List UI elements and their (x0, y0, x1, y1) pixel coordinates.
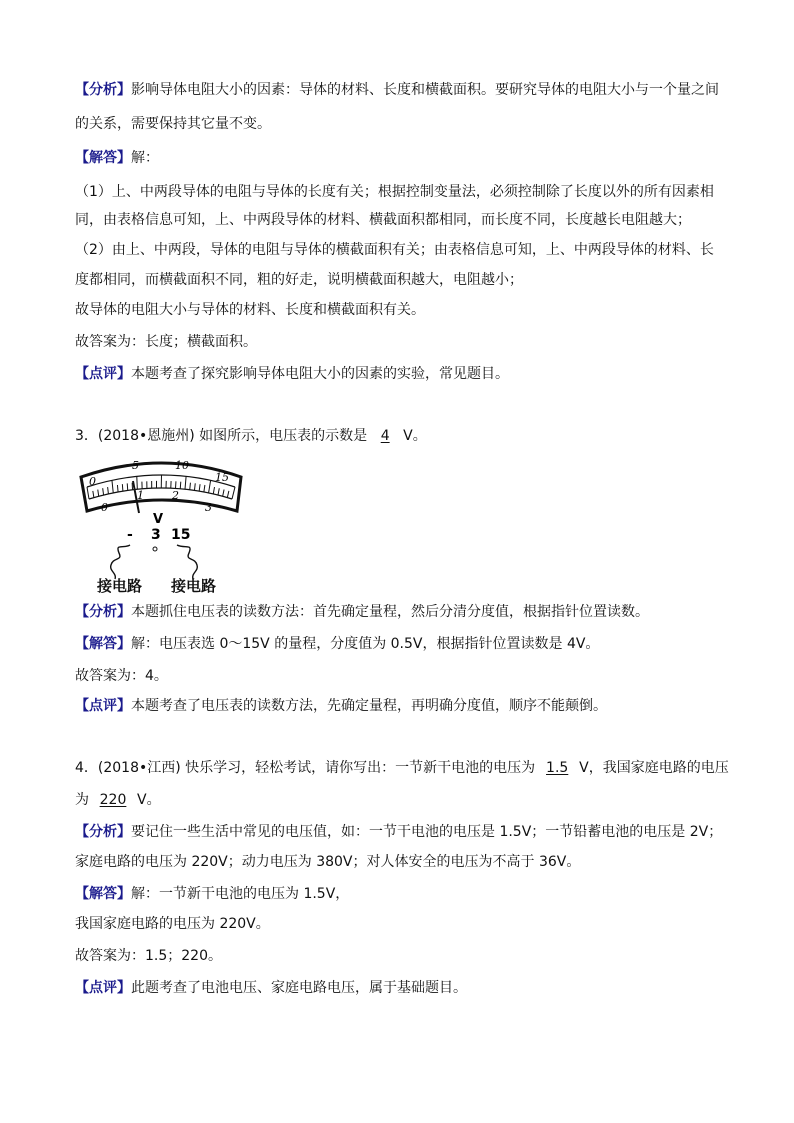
scale-tick (199, 484, 200, 491)
q2-final-answer: 故答案为：长度；横截面积。 (75, 334, 257, 350)
q4-final-answer: 故答案为：1.5；220。 (75, 948, 222, 964)
voltmeter-figure (77, 453, 247, 603)
analysis-text: 本题抓住电压表的读数方法：首先确定量程，然后分清分度值，根据指针位置读数。 (131, 604, 649, 620)
answer-tag: 【解答】 (75, 150, 131, 166)
q2-point2-line2: 度都相同，而横截面积不同，粗的好走，说明横截面积越大，电阻越小； (75, 272, 523, 288)
q4-stem-line1 (75, 758, 729, 778)
comment-tag: 【点评】 (75, 980, 131, 996)
q4-answer-blank-1: 1.5 (546, 760, 569, 776)
connect-circuit-label-right: 接电路 (171, 577, 217, 595)
q3-answer (75, 634, 725, 654)
bottom-scale-0: 0 (101, 501, 108, 514)
q2-point1-line2: 同，由表格信息可知，上、中两段导体的材料、横截面积都相同，而长度不同，长度越长电阻越大； (75, 212, 691, 228)
q2-analysis-line2: 的关系，需要保持其它量不变。 (75, 116, 271, 132)
q4-stem-line2 (75, 790, 725, 810)
answer-tag: 【解答】 (75, 886, 131, 902)
q2-analysis-line1 (75, 80, 725, 100)
answer-text: 解：一节新干电池的电压为 1.5V， (131, 886, 350, 902)
scale-tick (117, 485, 118, 492)
scale-tick (112, 480, 113, 493)
connect-circuit-label-left: 接电路 (97, 577, 143, 595)
terminal-3: 3 (151, 527, 161, 543)
scale-tick (204, 485, 205, 492)
bottom-scale-1: 1 (137, 489, 144, 502)
scale-tick (232, 487, 235, 499)
q2-point2-line1: （2）由上、中两段，导体的电阻与导体的横截面积有关；由表格信息可知，上、中两段导体的材料、长 (75, 242, 714, 258)
scale-tick (98, 490, 99, 497)
analysis-tag: 【分析】 (75, 82, 131, 98)
q2-conclusion: 故导体的电阻大小与导体的材料、长度和横截面积有关。 (75, 302, 425, 318)
q4-answer-line2: 我国家庭电路的电压为 220V。 (75, 916, 270, 932)
scale-tick (87, 487, 89, 499)
q3-stem (75, 426, 725, 446)
scale-tick (185, 476, 186, 489)
answer-text: 解： (131, 150, 159, 166)
scale-tick (93, 491, 94, 498)
scale-tick (194, 483, 195, 490)
comment-text: 此题考查了电池电压、家庭电路电压，属于基础题目。 (131, 980, 467, 996)
analysis-text: 影响导体电阻大小的因素：导体的材料、长度和横截面积。要研究导体的电阻大小与一个量之间 (131, 82, 719, 98)
comment-tag: 【点评】 (75, 698, 131, 714)
q2-comment (75, 364, 725, 384)
scale-tick (223, 490, 224, 497)
q4-stem-text: 4．(2018•江西) 快乐学习，轻松考试，请你写出：一节新干电池的电压为 (75, 760, 536, 776)
q4-analysis-line1 (75, 822, 725, 842)
scale-tick (103, 488, 104, 495)
q3-stem-unit: V。 (403, 428, 427, 444)
top-scale-0: 0 (89, 475, 96, 488)
q2-answer-head (75, 148, 725, 168)
bottom-scale-2: 2 (172, 489, 179, 502)
analysis-tag: 【分析】 (75, 604, 131, 620)
q4-comment (75, 978, 725, 998)
q4-analysis-line2: 家庭电路的电压为 220V；动力电压为 380V；对人体安全的电压为不高于 36V。 (75, 854, 581, 870)
scale-tick (213, 487, 214, 494)
q3-stem-text: 3．(2018•恩施州) 如图所示，电压表的示数是 (75, 428, 368, 444)
q4-answer-line1 (75, 884, 725, 904)
scale-tick (227, 491, 229, 498)
analysis-tag: 【分析】 (75, 824, 131, 840)
q4-stem-unit: V。 (137, 792, 161, 808)
bottom-scale-3: 3 (205, 501, 212, 514)
q4-stem-text-2: V，我国家庭电路的电压 (579, 760, 729, 776)
answer-text: 解：电压表选 0～15V 的量程，分度值为 0.5V，根据指针位置读数是 4V。 (131, 636, 600, 652)
top-scale-15: 15 (215, 471, 229, 484)
voltmeter-unit: V (153, 512, 164, 527)
q3-comment (75, 696, 725, 716)
comment-tag: 【点评】 (75, 366, 131, 382)
terminal-negative: - (127, 527, 133, 543)
scale-tick (190, 483, 191, 490)
comment-text: 本题考查了探究影响导体电阻大小的因素的实验，常见题目。 (131, 366, 509, 382)
terminal-15: 15 (171, 527, 191, 543)
analysis-text: 要记住一些生活中常见的电压值，如：一节干电池的电压是 1.5V；一节铅蓄电池的电压是 2V； (131, 824, 723, 840)
q2-point1-line1: （1）上、中两段导体的电阻与导体的长度有关；根据控制变量法，必须控制除了长度以外的所有因素相 (75, 184, 714, 200)
scale-tick (180, 482, 181, 489)
comment-text: 本题考查了电压表的读数方法，先确定量程，再明确分度值，顺序不能颠倒。 (131, 698, 607, 714)
scale-tick (209, 480, 211, 493)
q4-answer-blank-2: 220 (99, 792, 127, 808)
scale-tick (137, 476, 138, 489)
q4-stem-text-3: 为 (75, 792, 89, 808)
top-scale-5: 5 (132, 459, 139, 472)
answer-tag: 【解答】 (75, 636, 131, 652)
q3-final-answer: 故答案为：4。 (75, 668, 168, 684)
q3-analysis (75, 602, 725, 622)
scale-tick (108, 487, 109, 494)
q3-answer-blank: 4 (380, 428, 390, 444)
scale-tick (122, 484, 123, 491)
scale-tick (218, 488, 219, 495)
top-scale-10: 10 (175, 459, 189, 472)
